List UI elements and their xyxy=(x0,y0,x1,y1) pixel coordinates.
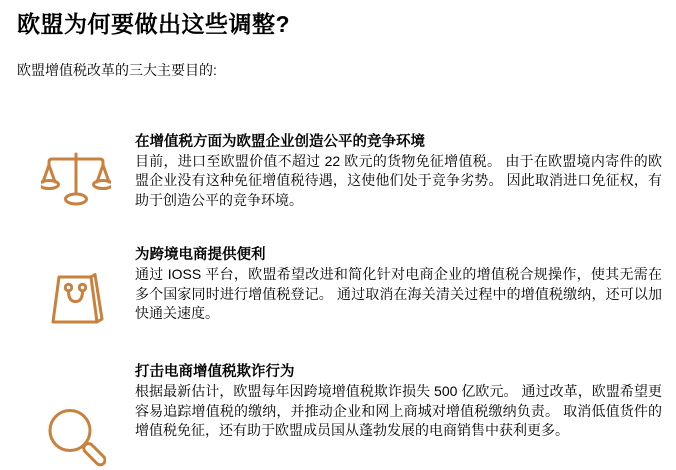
section-text xyxy=(135,133,662,211)
section-fraud-prevention xyxy=(17,363,660,468)
page-title: 欧盟为何要做出这些调整? xyxy=(17,11,291,37)
scales-icon xyxy=(17,133,135,208)
section-heading: 在增值税方面为欧盟企业创造公平的竞争环境 xyxy=(135,133,425,150)
magnifying-glass-icon xyxy=(17,363,135,468)
section-body: 根据最新估计，欧盟每年因跨境增值税欺诈损失 500 亿欧元。 通过改革，欧盟希望更容易追踪增值税的缴纳，并推动企业和网上商城对增值税缴纳负责。 取消低值货件的增值税免征，还有助于欧盟成员国从蓬勃发展的电商销售中获利更多。 xyxy=(135,383,662,439)
section-body: 通过 IOSS 平台，欧盟希望改进和简化针对电商企业的增值税合规操作，使其无需在多个国家同时进行增值税登记。 通过取消在海关清关过程中的增值税缴纳，还可以加快通关速度。 xyxy=(135,266,662,322)
section-text xyxy=(135,246,662,324)
page-subtitle: 欧盟增值税改革的三大主要目的: xyxy=(17,62,217,79)
section-heading: 打击电商增值税欺诈行为 xyxy=(135,364,295,381)
shopping-bag-icon xyxy=(17,246,135,327)
section-fair-competition xyxy=(17,133,660,211)
section-heading: 为跨境电商提供便利 xyxy=(135,247,266,264)
section-body: 目前，进口至欧盟价值不超过 22 欧元的货物免征增值税。 由于在欧盟境内寄件的欧盟企业没有这种免征增值税待遇，这使他们处于竞争劣势。 因此取消进口免征权，有助于创造公平的竞争环境。 xyxy=(135,152,662,208)
section-text xyxy=(135,363,662,441)
section-ecommerce-convenience xyxy=(17,246,660,327)
purpose-list xyxy=(17,133,660,469)
